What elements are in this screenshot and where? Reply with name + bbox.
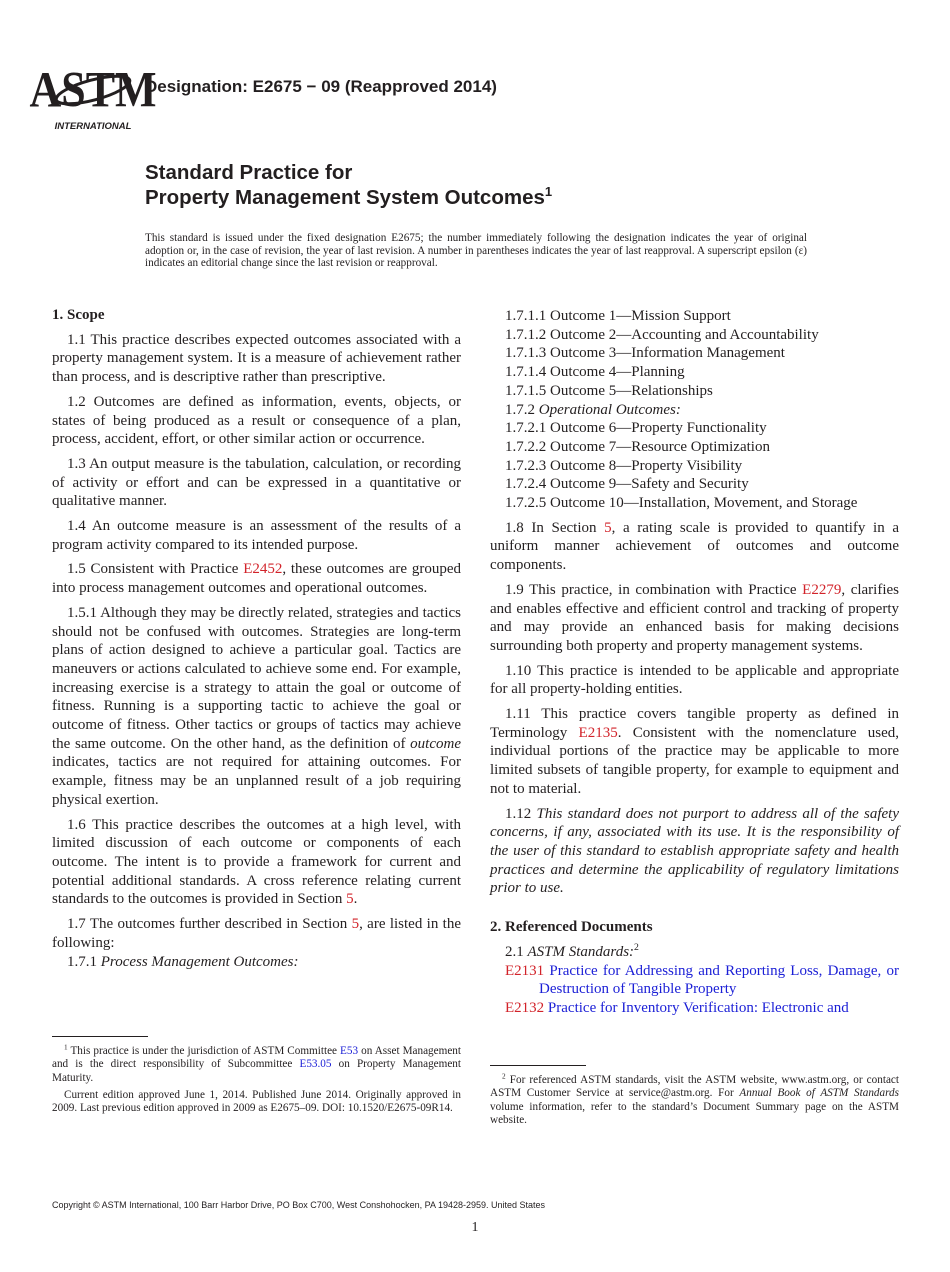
title-text: Property Management System Outcomes	[145, 186, 545, 209]
paragraph	[52, 560, 461, 597]
paragraph	[490, 475, 899, 494]
text-run: 1.7 The outcomes further described in Section	[67, 916, 352, 933]
paragraph	[490, 438, 899, 457]
text-run: 1.7.1.3 Outcome 3—Information Management	[505, 345, 785, 362]
reference-link[interactable]: E2135	[578, 724, 618, 741]
text-run: Annual Book of ASTM Standards	[739, 1087, 899, 1100]
text-run: 1.4 An outcome measure is an assessment of the results of a program activity compared to its intended purpose.	[52, 518, 461, 553]
reference-link[interactable]: E2132	[505, 999, 545, 1016]
footnote-ref[interactable]: 1	[544, 184, 553, 200]
paragraph	[490, 419, 899, 438]
paragraph	[490, 401, 899, 420]
footnote	[52, 1045, 461, 1085]
page-title	[145, 160, 552, 210]
reference-item	[490, 962, 899, 999]
footnotes-right	[490, 1074, 899, 1131]
footnote	[490, 1074, 899, 1127]
paragraph	[490, 805, 899, 899]
footnote	[52, 1089, 461, 1116]
paragraph	[490, 494, 899, 513]
text-run: , are listed in the following:	[52, 916, 461, 951]
text-run: 1.7.2.5 Outcome 10—Installation, Movement, and Storage	[505, 495, 858, 512]
text-run: 1.7.2.2 Outcome 7—Resource Optimization	[505, 438, 770, 455]
text-run: 2. Referenced Documents	[490, 919, 653, 936]
text-run: ASTM Standards:	[527, 943, 635, 960]
text-run: 1.1 This practice describes expected outcomes associated with a property management system. It is a measure of achievement rather than process, and is descriptive rather than prescriptive.	[52, 331, 461, 386]
svg-text:ASTM: ASTM	[29, 62, 157, 119]
text-run: on Property Management Maturity.	[52, 1058, 461, 1084]
text-run: 1.6 This practice describes the outcomes at a high level, with limited discussion of each outcome or components of each outcome. The intent is to provide a framework for current and potential additional standards. A cross reference relating current standards to the outcomes is provided in Section	[52, 816, 461, 908]
reference-link[interactable]: E2279	[802, 581, 842, 598]
text-run: For referenced ASTM standards, visit the ASTM website, www.astm.org, or contact ASTM Customer Service at service@astm.org. For	[490, 1074, 899, 1100]
reference-link[interactable]: 5	[604, 519, 612, 536]
footnote-ref[interactable]: 1	[64, 1043, 68, 1052]
text-run: 1. Scope	[52, 307, 105, 323]
text-run: This practice is under the jurisdiction of ASTM Committee	[67, 1045, 341, 1057]
text-run: 1.7.1	[67, 953, 101, 970]
text-run: 1.7.1.4 Outcome 4—Planning	[505, 364, 685, 381]
paragraph	[52, 393, 461, 449]
paragraph	[52, 915, 461, 952]
text-run: Operational Outcomes:	[538, 401, 681, 418]
text-run: 1.2 Outcomes are defined as information, events, objects, or states of being produced as a result or consequence of a plan, process, accident, effort, or other similar action or occurrence.	[52, 393, 461, 448]
designation: Designation: E2675 − 09 (Reapproved 2014)	[145, 77, 497, 96]
text-run: 1.5.1 Although they may be directly related, strategies and tactics should not be confused with outcomes. Strategies are long-term plans of action designed to achieve a particular goal. Tactics are maneuvers or actions calculated to achieve some end. For example, increasing exercise is a strategy to attain the goal or outcome of fitness. Running is a supporting tactic to achieve the goal or outcome of fitness. Other tactics or groups of tactics may achieve the same outcome. On the other hand, as the definition of	[52, 604, 461, 752]
text-run: 1.11 This practice covers tangible property as defined in Terminology	[490, 706, 899, 741]
text-run: Process Management Outcomes:	[100, 953, 299, 970]
footnote-divider	[52, 1036, 148, 1037]
paragraph	[52, 331, 461, 387]
reference-link[interactable]: E53.05	[299, 1058, 332, 1071]
paragraph	[52, 816, 461, 910]
paragraph	[490, 705, 899, 799]
text-run: 1.8 In Section	[505, 519, 605, 536]
paragraph	[52, 953, 461, 972]
text-run: volume information, refer to the standard’s Document Summary page on the ASTM website.	[490, 1100, 899, 1126]
reference-link[interactable]: E2131	[505, 962, 545, 979]
paragraph	[490, 943, 899, 962]
footnote-divider	[490, 1065, 586, 1066]
reference-link[interactable]: E2452	[243, 561, 283, 578]
text-run: 1.7.2.3 Outcome 8—Property Visibility	[505, 457, 743, 474]
text-run: 1.5 Consistent with Practice	[67, 561, 244, 578]
paragraph	[52, 517, 461, 554]
text-run: 2.1	[505, 943, 528, 960]
footnote-ref[interactable]: 2	[634, 941, 639, 953]
text-run: , a rating scale is provided to quantify in a uniform manner achievement of outcomes and outcome components.	[490, 519, 899, 574]
text-run: 1.7.1.5 Outcome 5—Relationships	[505, 382, 713, 399]
text-run: 1.10 This practice is intended to be applicable and appropriate for all property-holding entities.	[490, 662, 899, 698]
text-run: 1.7.1.2 Outcome 2—Accounting and Accountability	[505, 326, 819, 343]
paragraph	[490, 326, 899, 345]
reference-link[interactable]: 5	[346, 891, 354, 908]
paragraph	[490, 662, 899, 699]
text-run: Current edition approved June 1, 2014. Published June 2014. Originally approved in 2009. Last previous edition approved in 2009 as E2675–09. DOI: 10.1520/E2675-09R14.	[52, 1088, 461, 1115]
text-run: 1.12	[505, 805, 537, 822]
text-run: . Consistent with the nomenclature used, individual portions of the practice may be applicable to more limited subsets of tangible property, for example to equipment and not to material.	[490, 724, 899, 797]
text-run: on Asset Management and is the direct responsibility of Subcommittee	[52, 1045, 461, 1071]
text-run: , clarifies and enables effective and efficient control and tracking of property and may provide an enhanced basis for making decisions surrounding both property and property management systems.	[490, 581, 899, 654]
text-run: outcome	[410, 735, 461, 752]
paragraph	[490, 363, 899, 382]
paragraph	[490, 519, 899, 575]
footnotes-left	[52, 1045, 461, 1119]
paragraph	[490, 382, 899, 401]
text-run: 1.7.2.4 Outcome 9—Safety and Security	[505, 476, 749, 493]
title-line-1: Standard Practice for	[145, 161, 353, 184]
text-run: This standard does not purport to address all of the safety concerns, if any, associated with its use. It is the responsibility of the user of this standard to establish appropriate safety and health practices and determine the applicability of regulatory limitations prior to use.	[490, 805, 900, 897]
paragraph	[52, 604, 461, 810]
astm-logo	[29, 58, 157, 132]
paragraph	[490, 457, 899, 476]
left-column	[52, 306, 461, 971]
text-run: 1.7.2	[505, 401, 539, 418]
title-line-2	[145, 185, 552, 210]
svg-text:INTERNATIONAL: INTERNATIONAL	[54, 121, 132, 132]
section-heading	[490, 918, 899, 937]
section-heading	[52, 306, 461, 325]
paragraph	[490, 344, 899, 363]
reference-link[interactable]: E53	[340, 1045, 359, 1057]
text-run: , these outcomes are grouped into process management outcomes and operational outcomes.	[52, 561, 461, 597]
reference-item	[490, 999, 899, 1018]
text-run: 1.3 An output measure is the tabulation, calculation, or recording of activity or effort and can be expressed in a quantitative or qualitative manner.	[52, 455, 461, 510]
text-run: .	[353, 891, 358, 908]
paragraph	[490, 307, 899, 326]
intro-note: This standard is issued under the fixed designation E2675; the number immediately following the designation indicates the year of original adoption or, in the case of revision, the year of last revision. A number in parentheses indicates the year of last reapproval. A superscript epsilon (ε) indicates an editorial change since the last revision or reapproval.	[145, 232, 807, 270]
paragraph	[490, 581, 899, 656]
reference-link[interactable]: Practice for Inventory Verification: Electronic and	[544, 999, 849, 1016]
text-run: 1.7.1.1 Outcome 1—Mission Support	[505, 308, 731, 324]
text-run: indicates, tactics are not required for attaining outcomes. For example, fitness may be an unplanned result of a job requiring physical exertion.	[52, 754, 461, 808]
text-run: 1.9 This practice, in combination with Practice	[505, 581, 803, 598]
reference-link[interactable]: 5	[351, 916, 360, 933]
text-run: 1.7.2.1 Outcome 6—Property Functionality	[505, 420, 767, 437]
copyright: Copyright © ASTM International, 100 Barr Harbor Drive, PO Box C700, West Conshohocken, PA 19428-2959. United States	[52, 1200, 546, 1210]
paragraph	[52, 455, 461, 511]
footnote-ref[interactable]: 2	[502, 1072, 506, 1081]
page-number: 1	[471, 1220, 479, 1235]
reference-link[interactable]: Practice for Addressing and Reporting Loss, Damage, or Destruction of Tangible Property	[539, 962, 899, 998]
right-column	[490, 307, 899, 1035]
